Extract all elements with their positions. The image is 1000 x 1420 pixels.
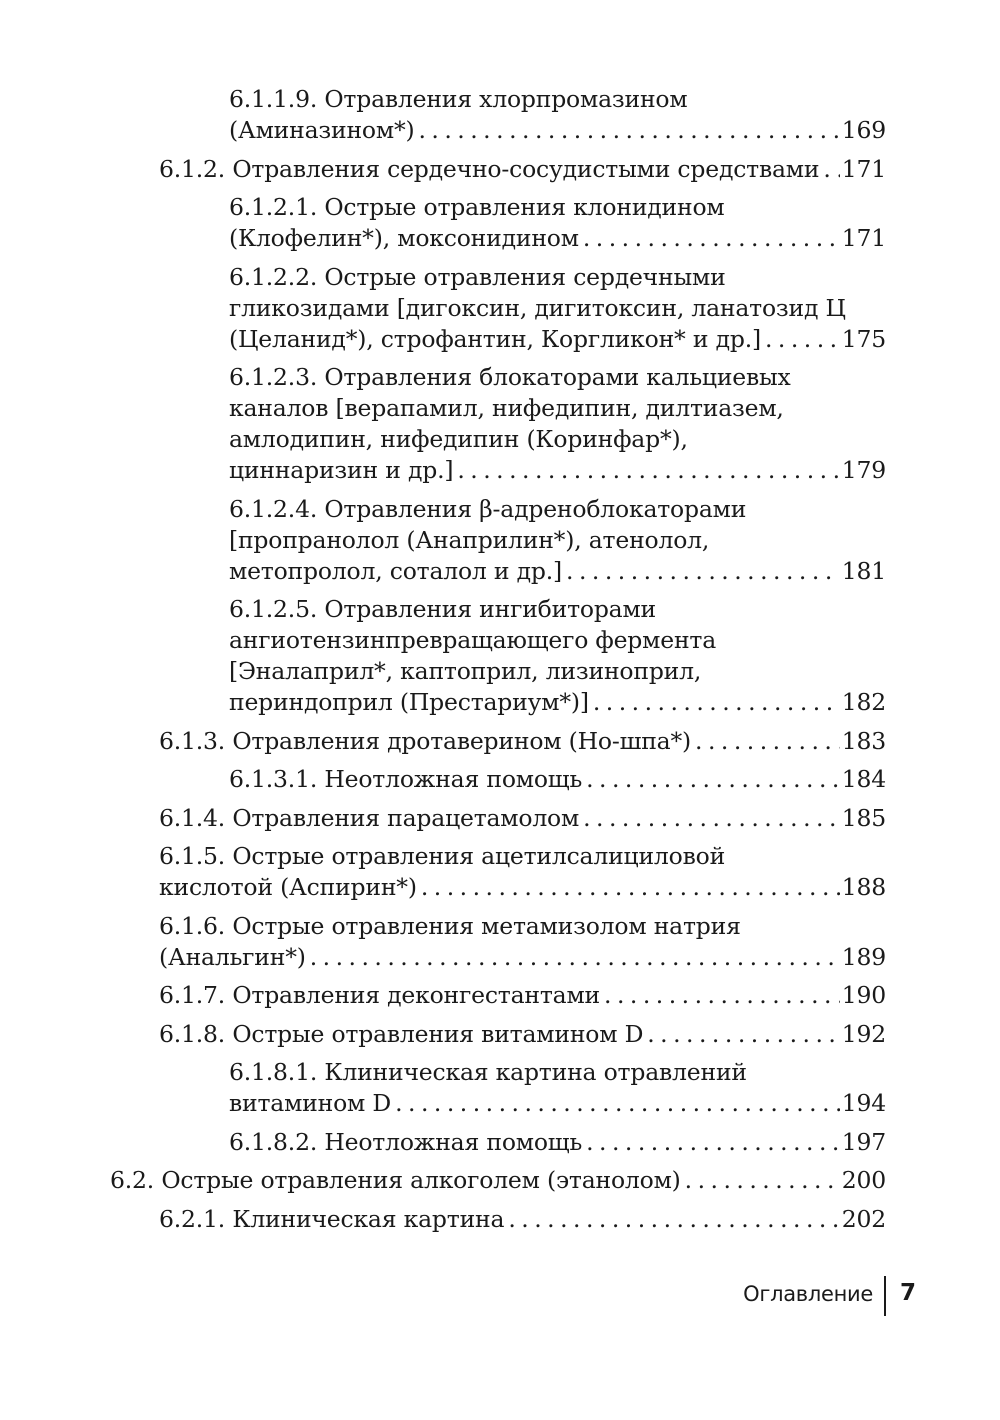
toc-entry xyxy=(229,1127,886,1158)
toc-entry-line xyxy=(159,872,886,903)
toc-entry xyxy=(229,764,886,795)
dot-leader xyxy=(579,803,840,834)
toc-entry xyxy=(159,726,886,757)
toc-entry-line xyxy=(229,1127,886,1158)
footer-divider xyxy=(884,1276,886,1316)
toc-entry-line xyxy=(229,556,886,587)
toc-entry-title: 6.1.2.3. Отравления блокаторами кальциевых каналов [верапамил, нифедипин, дилтиазем, амлодипин, нифедипин (Коринфар*), xyxy=(229,363,791,453)
toc-page-number: 197 xyxy=(841,1127,886,1156)
toc-page-number: 200 xyxy=(841,1166,886,1194)
toc-entry-title: 6.1.6. Острые отравления метамизолом натрия xyxy=(159,911,741,940)
toc-page-number: 179 xyxy=(841,456,886,484)
toc-entry-title-end: витамином D xyxy=(229,1089,392,1117)
toc-entry-line xyxy=(229,223,886,254)
toc-entry-title: 6.1.2.4. Отравления β-адреноблокаторами [пропранолол (Анаприлин*), атенолол, xyxy=(229,494,747,554)
toc-entry xyxy=(229,362,886,486)
toc-entry-title-end: циннаризин и др.] xyxy=(229,456,454,484)
toc-entry-title-end: 6.1.8.2. Неотложная помощь xyxy=(229,1127,583,1156)
dot-leader xyxy=(819,154,839,185)
toc-entry-line xyxy=(159,154,886,185)
toc-entry-title-end: 6.2.1. Клиническая картина xyxy=(159,1204,505,1233)
toc-entry-line xyxy=(159,726,886,757)
dot-leader xyxy=(582,764,840,795)
toc-page-number: 184 xyxy=(841,765,886,793)
toc-page-number: 202 xyxy=(841,1204,886,1233)
toc-entry xyxy=(229,594,886,718)
toc-page-number: 194 xyxy=(841,1089,886,1117)
dot-leader xyxy=(414,115,839,146)
toc-page-number: 171 xyxy=(841,154,886,183)
toc-entry-title-end: 6.2. Острые отравления алкоголем (этанолом) xyxy=(110,1166,681,1194)
dot-leader xyxy=(417,872,840,903)
dot-leader xyxy=(589,687,840,718)
dot-leader xyxy=(391,1088,840,1119)
toc-entry xyxy=(229,494,886,587)
dot-leader xyxy=(453,455,839,486)
toc-entry xyxy=(110,1165,886,1196)
toc-entry-line xyxy=(229,455,886,486)
toc-entry xyxy=(159,154,886,185)
toc-entry-title: 6.1.1.9. Отравления хлорпромазином xyxy=(229,85,688,113)
toc-entry-line xyxy=(229,115,886,146)
dot-leader xyxy=(504,1204,839,1235)
toc-entry-line xyxy=(229,687,886,718)
toc-entry-title: 6.1.2.2. Острые отравления сердечными гликозидами [дигоксин, дигитоксин, ланатозид Ц xyxy=(229,262,846,322)
toc-entry-line xyxy=(229,764,886,795)
toc-entry xyxy=(229,84,886,146)
toc-entry xyxy=(229,262,886,355)
toc-entry xyxy=(159,911,886,973)
toc-entry xyxy=(229,192,886,254)
toc-entry-title-end: (Аминазином*) xyxy=(229,116,415,144)
toc-page-number: 192 xyxy=(841,1019,886,1048)
dot-leader xyxy=(681,1165,840,1196)
toc-entry xyxy=(159,1019,886,1050)
toc-entry-title: 6.1.8.1. Клиническая картина отравлений xyxy=(229,1058,747,1086)
table-of-contents xyxy=(0,84,1000,1242)
dot-leader xyxy=(691,726,840,757)
toc-entry-title-end: кислотой (Аспирин*) xyxy=(159,873,417,901)
toc-entry xyxy=(159,803,886,834)
toc-entry-title-end: периндоприл (Престариум*)] xyxy=(229,688,589,716)
toc-entry-title-end: метопролол, соталол и др.] xyxy=(229,556,563,585)
toc-entry-line xyxy=(159,980,886,1011)
page-footer xyxy=(0,1276,1000,1316)
toc-entry-line xyxy=(110,1165,886,1196)
toc-page-number: 188 xyxy=(841,873,886,901)
toc-entry-title: 6.1.5. Острые отравления ацетилсалициловой xyxy=(159,842,726,870)
toc-entry xyxy=(159,841,886,903)
toc-entry xyxy=(159,980,886,1011)
dot-leader xyxy=(579,223,840,254)
toc-entry-title: 6.1.2.5. Отравления ингибиторами ангиотензинпревращающего фермента [Эналаприл*, каптоприл, лизиноприл, xyxy=(229,595,717,685)
dot-leader xyxy=(306,942,840,973)
toc-entry-title-end: 6.1.3. Отравления дротаверином (Но-шпа*) xyxy=(159,726,692,755)
toc-entry-title-end: 6.1.2. Отравления сердечно-сосудистыми средствами xyxy=(159,154,820,183)
toc-entry-title-end: (Клофелин*), моксонидином xyxy=(229,224,579,252)
toc-entry-title-end: 6.1.8. Острые отравления витамином D xyxy=(159,1019,644,1048)
toc-entry-title-end: (Целанид*), строфантин, Коргликон* и др.] xyxy=(229,324,761,353)
running-header-label: Оглавление xyxy=(743,1282,873,1306)
toc-entry xyxy=(159,1204,886,1235)
dot-leader xyxy=(643,1019,840,1050)
toc-entry xyxy=(229,1057,886,1119)
dot-leader xyxy=(600,980,840,1011)
toc-page-number: 182 xyxy=(841,688,886,716)
toc-entry-title-end: 6.1.3.1. Неотложная помощь xyxy=(229,765,583,793)
dot-leader xyxy=(582,1127,840,1158)
toc-page-number: 189 xyxy=(841,942,886,971)
toc-entry-line xyxy=(229,1088,886,1119)
toc-page-number: 181 xyxy=(841,556,886,585)
toc-entry-title-end: 6.1.4. Отравления парацетамолом xyxy=(159,803,580,832)
toc-page-number: 185 xyxy=(841,803,886,832)
toc-page-number: 169 xyxy=(841,116,886,144)
toc-page-number: 190 xyxy=(841,981,886,1009)
toc-entry-line xyxy=(229,324,886,355)
page-number: 7 xyxy=(900,1280,917,1306)
toc-entry-line xyxy=(159,803,886,834)
dot-leader xyxy=(562,556,840,587)
toc-page-number: 183 xyxy=(841,726,886,755)
toc-entry-line xyxy=(159,942,886,973)
toc-page-number: 171 xyxy=(841,224,886,252)
toc-entry-line xyxy=(159,1019,886,1050)
toc-entry-title: 6.1.2.1. Острые отравления клонидином xyxy=(229,193,725,221)
toc-entry-title-end: (Анальгин*) xyxy=(159,942,306,971)
toc-entry-title-end: 6.1.7. Отравления деконгестантами xyxy=(159,981,601,1009)
toc-entry-line xyxy=(159,1204,886,1235)
toc-page-number: 175 xyxy=(841,324,886,353)
dot-leader xyxy=(761,324,840,355)
